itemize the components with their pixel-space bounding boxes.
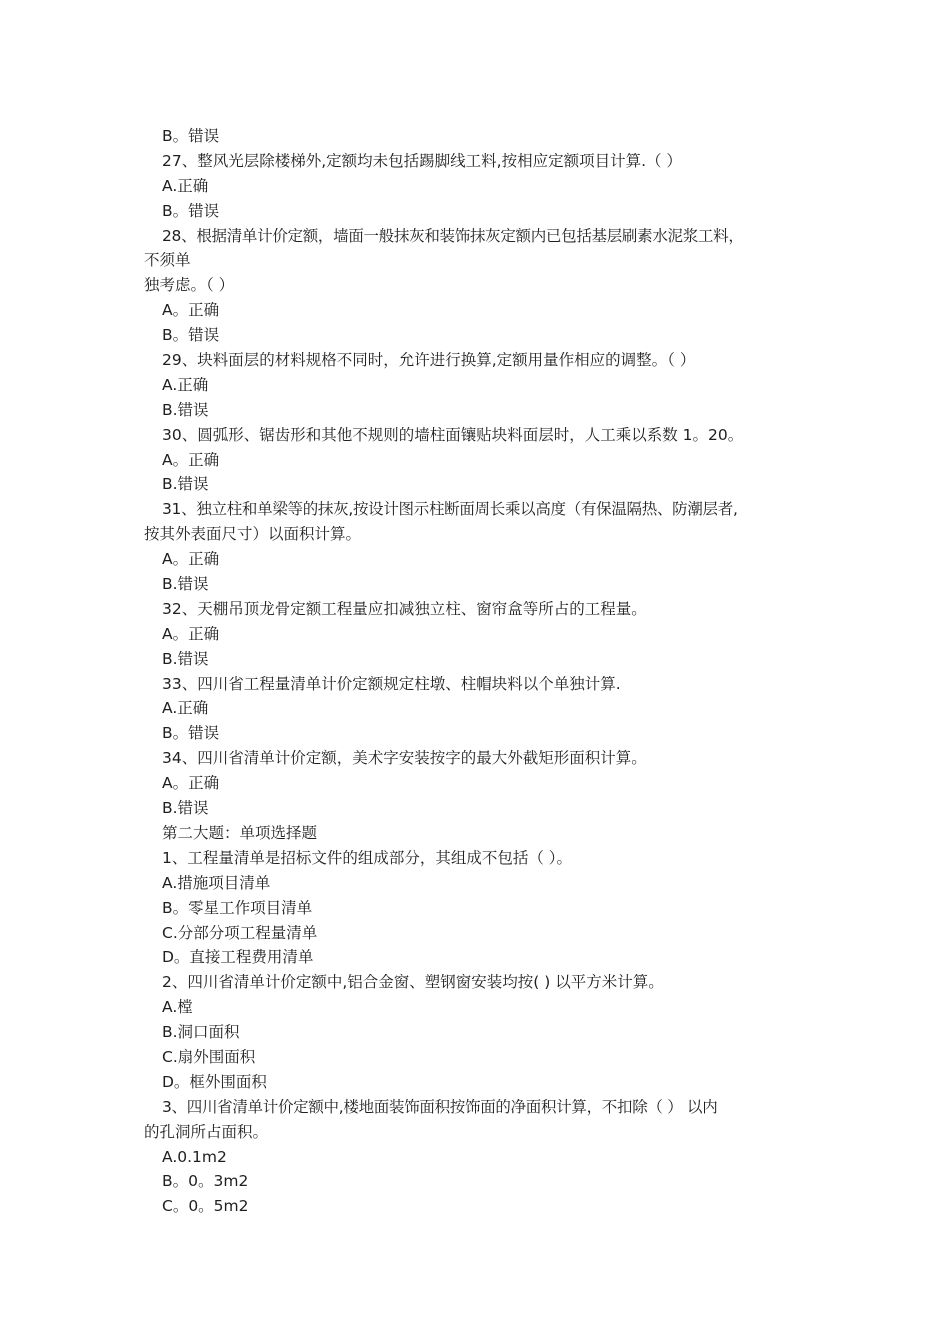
text-line: 29、块料面层的材料规格不同时，允许进行换算,定额用量作相应的调整。（ ）	[162, 351, 696, 370]
text-line: 独考虑。（ ）	[144, 276, 235, 295]
text-line: 的孔洞所占面积。	[144, 1122, 269, 1141]
text-line: B。错误	[162, 201, 220, 220]
document-body	[0, 124, 950, 1219]
text-line: 2、四川省清单计价定额中,铝合金窗、塑钢窗安装均按( ) 以平方米计算。	[162, 973, 664, 992]
text-line: 33、四川省工程量清单计价定额规定柱墩、柱帽块料以个单独计算.	[162, 674, 621, 693]
text-line: A.正确	[162, 176, 209, 195]
text-line: D。框外围面积	[162, 1072, 267, 1091]
text-line: A.樘	[162, 998, 193, 1017]
text-line: A.正确	[162, 375, 209, 394]
text-line: D。直接工程费用清单	[162, 948, 314, 967]
text-line: 28、根据清单计价定额，墙面一般抹灰和装饰抹灰定额内已包括基层刷素水泥浆工料，	[162, 226, 744, 245]
text-line: A。正确	[162, 774, 220, 793]
text-line: B.错误	[162, 575, 209, 594]
text-line: 30、圆弧形、锯齿形和其他不规则的墙柱面镶贴块料面层时，人工乘以系数 1。20。	[162, 425, 744, 444]
text-line: B.洞口面积	[162, 1023, 240, 1042]
text-line: B。零星工作项目清单	[162, 898, 313, 917]
text-line: A。正确	[162, 550, 220, 569]
text-line: A.正确	[162, 699, 209, 718]
text-line: 34、四川省清单计价定额，美术字安装按字的最大外截矩形面积计算。	[162, 749, 647, 768]
text-line: 31、独立柱和单梁等的抹灰,按设计图示柱断面周长乘以高度（有保温隔热、防潮层者,	[162, 500, 738, 519]
text-line: B。错误	[162, 724, 220, 743]
text-line: 按其外表面尺寸）以面积计算。	[144, 525, 362, 544]
text-line: B.错误	[162, 649, 209, 668]
text-line: A。正确	[162, 624, 220, 643]
text-line: A.措施项目清单	[162, 873, 271, 892]
text-line: B.错误	[162, 799, 209, 818]
text-line: B.错误	[162, 475, 209, 494]
text-line: C.分部分项工程量清单	[162, 923, 318, 942]
text-line: 第二大题：单项选择题	[162, 823, 318, 842]
text-line: B.错误	[162, 400, 209, 419]
text-line: C。0。5m2	[162, 1197, 249, 1216]
text-line: 3、四川省清单计价定额中,楼地面装饰面积按饰面的净面积计算，不扣除（ ） 以内	[162, 1097, 718, 1116]
text-line: B。错误	[162, 326, 220, 345]
text-line: B。0。3m2	[162, 1172, 249, 1191]
text-line: 32、天棚吊顶龙骨定额工程量应扣减独立柱、窗帘盒等所占的工程量。	[162, 599, 647, 618]
text-line: C.扇外围面积	[162, 1047, 256, 1066]
text-line: 1、工程量清单是招标文件的组成部分，其组成不包括（ ）。	[162, 848, 573, 867]
text-line: 不须单	[144, 251, 191, 270]
text-line: A。正确	[162, 450, 220, 469]
text-line: A.0.1m2	[162, 1147, 227, 1166]
text-line: 27、整风光层除楼梯外,定额均未包括踢脚线工料,按相应定额项目计算.（ ）	[162, 151, 682, 170]
text-line: B。错误	[162, 127, 220, 145]
text-line: A。正确	[162, 301, 220, 320]
